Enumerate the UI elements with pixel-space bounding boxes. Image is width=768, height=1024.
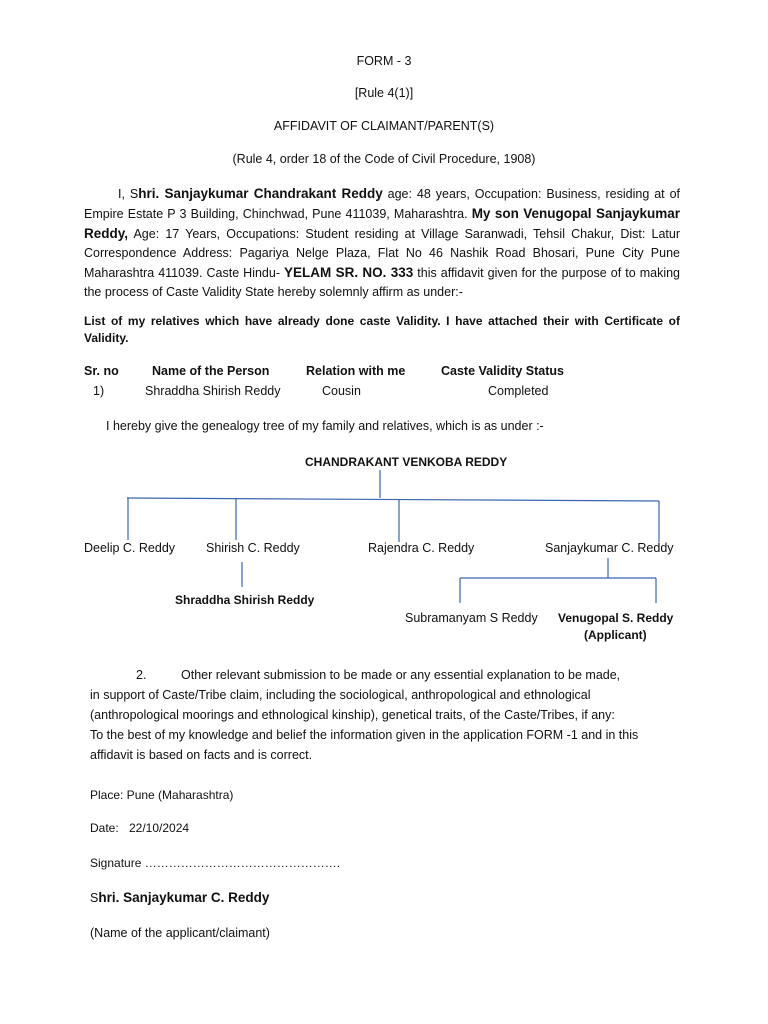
table-row-status: Completed — [488, 384, 549, 398]
tree-child-shirish: Shirish C. Reddy — [206, 541, 300, 555]
section2-line5: affidavit is based on facts and is correct. — [90, 748, 313, 762]
tree-subramanyam: Subramanyam S Reddy — [405, 611, 538, 625]
section2-number: 2. — [136, 668, 147, 682]
caste-label: YELAM SR. NO. 333 — [284, 265, 414, 280]
table-row-relation: Cousin — [322, 384, 361, 398]
children-bar — [127, 498, 659, 501]
relatives-heading: List of my relatives which have already done caste Validity. I have attached their with Certificate of Validity. — [84, 314, 680, 345]
rule-reference: [Rule 4(1)] — [354, 86, 414, 100]
date-label: Date: — [90, 821, 119, 835]
signer-name: hri. Sanjaykumar C. Reddy — [98, 890, 270, 905]
tree-root: CHANDRAKANT VENKOBA REDDY — [305, 455, 508, 469]
son-label: My son Venugopal Sanjaykumar Reddy, — [84, 206, 680, 241]
tree-child-sanjaykumar: Sanjaykumar C. Reddy — [545, 541, 674, 555]
tree-applicant-tag: (Applicant) — [584, 628, 647, 642]
section2-line2: in support of Caste/Tribe claim, including the sociological, anthropological and ethnological — [90, 688, 591, 702]
section2-line3: (anthropological moorings and ethnological kinship), genetical traits, of the Caste/Tribes, if any: — [90, 708, 615, 722]
civil-procedure-reference: (Rule 4, order 18 of the Code of Civil Procedure, 1908) — [232, 152, 536, 166]
intro-closing: this affidavit given for the purpose of to making the process of Caste Validity State hereby solemnly affirm as under:- — [84, 266, 680, 299]
form-title: FORM - 3 — [356, 54, 412, 68]
table-header-srno: Sr. no — [84, 364, 119, 378]
signer-name-line — [90, 890, 269, 905]
tree-child-deelip: Deelip C. Reddy — [84, 541, 176, 555]
signer-role: (Name of the applicant/claimant) — [90, 926, 270, 940]
section2-line1: Other relevant submission to be made or any essential explanation to be made, — [181, 668, 621, 682]
table-header-name: Name of the Person — [152, 364, 270, 378]
place-line: Place: Pune (Maharashtra) — [90, 788, 234, 802]
intro-prefix: I, S — [118, 187, 139, 201]
tree-shraddha: Shraddha Shirish Reddy — [175, 593, 315, 607]
claimant-details: age: 48 years, Occupation: Business, residing at of Empire Estate P 3 Building, Chinchwad, Pune 411039, Maharashtra. — [84, 187, 680, 221]
claimant-name: hri. Sanjaykumar Chandrakant Reddy — [138, 186, 383, 201]
son-details: Age: 17 Years, Occupations: Student residing at Village Saranwadi, Tehsil Chakur, Dist: Latur Correspondence Address: Pagariya Nelge Plaza, Flat No 46 Nashik Road Bhosari, Pune City Pune Maharashtra 411039. Caste Hindu- — [84, 227, 680, 280]
table-header-relation: Relation with me — [306, 364, 406, 378]
affidavit-title: AFFIDAVIT OF CLAIMANT/PARENT(S) — [273, 119, 495, 133]
table-row-srno: 1) — [93, 384, 105, 398]
signature-line: Signature …………………………………………. — [90, 856, 341, 870]
signer-prefix: S — [90, 891, 99, 905]
date-value: 22/10/2024 — [129, 821, 190, 835]
tree-child-rajendra: Rajendra C. Reddy — [368, 541, 475, 555]
table-header-status: Caste Validity Status — [441, 364, 564, 378]
tree-venugopal: Venugopal S. Reddy — [558, 611, 674, 625]
genealogy-intro: I hereby give the genealogy tree of my family and relatives, which is as under :- — [106, 419, 544, 433]
table-row-name: Shraddha Shirish Reddy — [145, 384, 281, 398]
section2-line4: To the best of my knowledge and belief the information given in the application FORM -1 and in this — [90, 728, 639, 742]
